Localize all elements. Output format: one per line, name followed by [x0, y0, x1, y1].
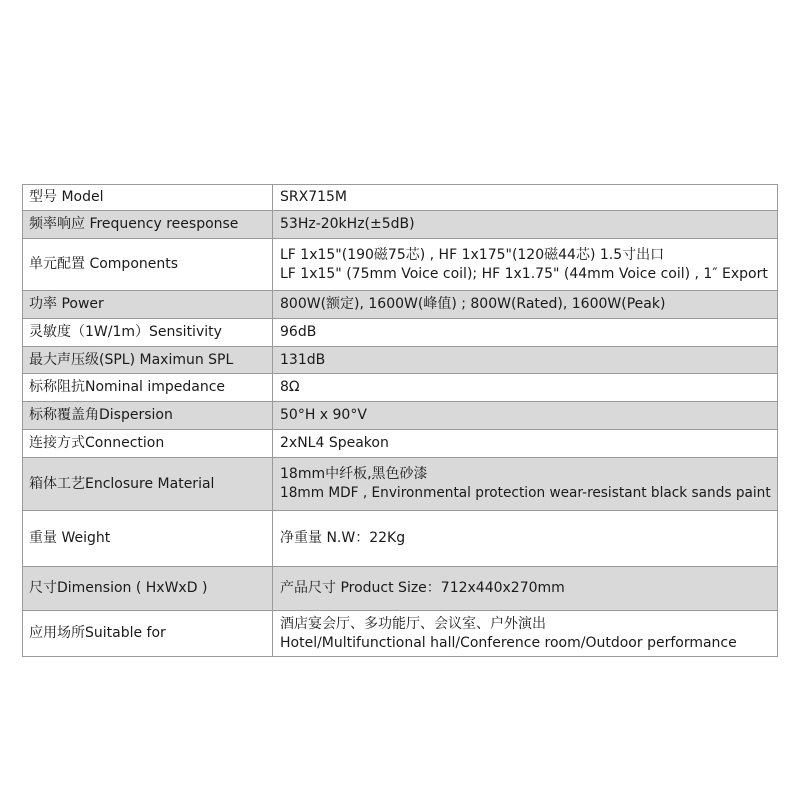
row-label: 单元配置 Components [23, 239, 273, 291]
row-value [273, 430, 778, 458]
table-row [23, 291, 778, 319]
value-line: SRX715M [280, 189, 348, 205]
value-line: 2xNL4 Speakon [280, 435, 389, 451]
row-value [273, 374, 778, 402]
table-row [23, 511, 778, 567]
row-value [273, 611, 778, 657]
value-line: 产品尺寸 Product Size：712x440x270mm [280, 580, 565, 596]
row-label: 型号 Model [23, 185, 273, 211]
row-value [273, 458, 778, 511]
value-line: 18mm MDF , Environmental protection wear-resistant black sands paint [280, 485, 771, 501]
table-row [23, 185, 778, 211]
row-value [273, 185, 778, 211]
value-line: 18mm中纤板,黑色砂漆 [280, 466, 428, 482]
row-label: 标称覆盖角Dispersion [23, 402, 273, 430]
row-value [273, 511, 778, 567]
row-value [273, 319, 778, 347]
row-value [273, 211, 778, 239]
table-row [23, 567, 778, 611]
value-line: Hotel/Multifunctional hall/Conference room/Outdoor performance [280, 634, 737, 651]
value-line: LF 1x15" (75mm Voice coil); HF 1x1.75" (44mm Voice coil) , 1″ Export [280, 265, 768, 282]
spec-table [22, 184, 778, 657]
value-line: 酒店宴会厅、多功能厅、会议室、户外演出 [280, 615, 546, 632]
value-line: 50°H x 90°V [280, 407, 367, 423]
row-value [273, 347, 778, 374]
row-label: 应用场所Suitable for [23, 611, 273, 657]
value-line: 131dB [280, 351, 326, 368]
row-label: 灵敏度（1W/1m）Sensitivity [23, 319, 273, 347]
table-row [23, 402, 778, 430]
table-row [23, 239, 778, 291]
row-label: 尺寸Dimension ( HxWxD ) [23, 567, 273, 611]
value-line: 8Ω [280, 379, 300, 395]
row-label: 标称阻抗Nominal impedance [23, 374, 273, 402]
table-row [23, 211, 778, 239]
table-row [23, 430, 778, 458]
row-value [273, 239, 778, 291]
row-value [273, 402, 778, 430]
row-label: 频率响应 Frequency reesponse [23, 211, 273, 239]
table-row [23, 458, 778, 511]
row-label: 最大声压级(SPL) Maximun SPL [23, 347, 273, 374]
row-label: 连接方式Connection [23, 430, 273, 458]
row-value [273, 291, 778, 319]
table-row [23, 374, 778, 402]
value-line: LF 1x15"(190磁75芯) , HF 1x175"(120磁44芯) 1.5寸出口 [280, 246, 665, 263]
table-row [23, 347, 778, 374]
value-line: 96dB [280, 324, 317, 340]
table-row [23, 319, 778, 347]
value-line: 净重量 N.W：22Kg [280, 530, 406, 546]
row-label: 功率 Power [23, 291, 273, 319]
value-line: 800W(额定), 1600W(峰值) ; 800W(Rated), 1600W(Peak) [280, 296, 666, 312]
row-value [273, 567, 778, 611]
row-label: 箱体工艺Enclosure Material [23, 458, 273, 511]
table-row [23, 611, 778, 657]
value-line: 53Hz-20kHz(±5dB) [280, 216, 415, 232]
row-label: 重量 Weight [23, 511, 273, 567]
